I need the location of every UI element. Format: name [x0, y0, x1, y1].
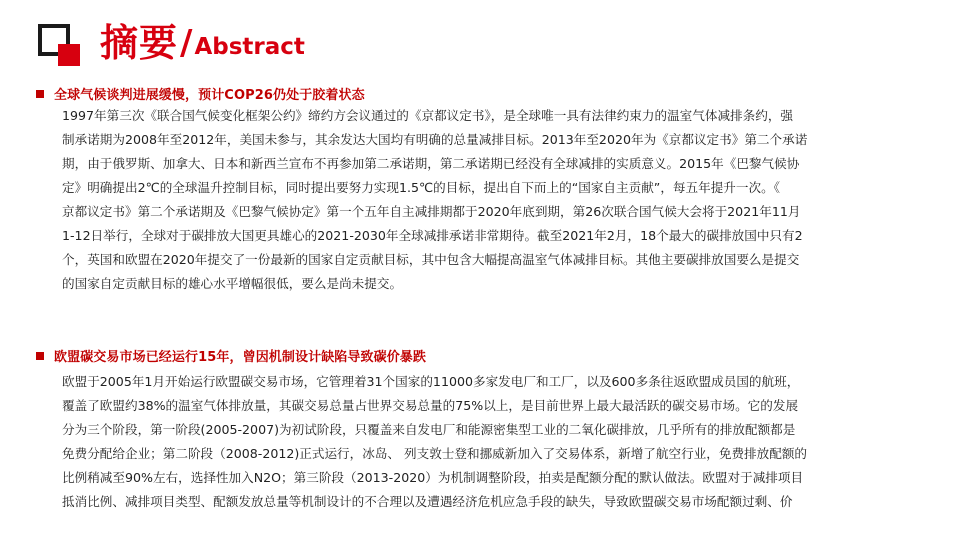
- page-title-en: Abstract: [194, 34, 305, 60]
- section-paragraph-1: [62, 104, 932, 296]
- paragraph-line: 1997年第三次《联合国气候变化框架公约》缔约方会议通过的《京都议定书》，是全球唯一具有法律约束力的温室气体减排条约，强: [62, 108, 794, 123]
- logo-square-icon: [38, 24, 84, 68]
- paragraph-line: 分为三个阶段，第一阶段(2005-2007)为初试阶段，只覆盖来自发电厂和能源密集型工业的二氧化碳排放，几乎所有的排放配额都是: [62, 422, 796, 437]
- section-paragraph-2: [62, 370, 932, 514]
- paragraph-line: 期，由于俄罗斯、加拿大、日本和新西兰宣布不再参加第二承诺期，第二承诺期已经没有全球减排的实质意义。2015年《巴黎气候协: [62, 156, 800, 171]
- bullet-square-icon: [36, 352, 44, 360]
- paragraph-line: 比例稍减至90%左右，选择性加入N2O；第三阶段（2013-2020）为机制调整阶段，拍卖是配额分配的默认做法。欧盟对于减排项目: [62, 470, 804, 485]
- paragraph-line: 定》明确提出2℃的全球温升控制目标，同时提出要努力实现1.5℃的目标，提出自下而上的“国家自主贡献”，每五年提升一次。《: [62, 180, 780, 195]
- page-title-slash: /: [180, 23, 193, 63]
- logo-red-square: [58, 44, 80, 66]
- paragraph-line: 个，英国和欧盟在2020年提交了一份最新的国家自定贡献目标，其中包含大幅提高温室气体减排目标。其他主要碳排放国要么是提交: [62, 252, 800, 267]
- paragraph-line: 的国家自定贡献目标的雄心水平增幅很低，要么是尚未提交。: [62, 276, 403, 291]
- bullet-square-icon: [36, 90, 44, 98]
- paragraph-line: 抵消比例、减排项目类型、配额发放总量等机制设计的不合理以及遭遇经济危机应急手段的缺失，导致欧盟碳交易市场配额过剩、价: [62, 494, 793, 509]
- paragraph-line: 欧盟于2005年1月开始运行欧盟碳交易市场，它管理着31个国家的11000多家发电厂和工厂，以及600多条往返欧盟成员国的航班，: [62, 374, 800, 389]
- paragraph-line: 免费分配给企业；第二阶段（2008-2012)正式运行，冰岛、 列支敦士登和挪威新加入了交易体系，新增了航空行业，免费排放配额的: [62, 446, 808, 461]
- paragraph-line: 1-12日举行，全球对于碳排放大国更具雄心的2021-2030年全球减排承诺非常期待。截至2021年2月，18个最大的碳排放国中只有2: [62, 228, 803, 243]
- page-title-cn: 摘要: [100, 21, 179, 65]
- section-heading-2: [36, 346, 426, 365]
- paragraph-line: 制承诺期为2008年至2012年，美国未参与，其余发达大国均有明确的总量减排目标。2013年至2020年为《京都议定书》第二个承诺: [62, 132, 808, 147]
- page-title: [100, 17, 305, 67]
- paragraph-line: 京都议定书》第二个承诺期及《巴黎气候协定》第一个五年自主减排期都于2020年底到期，第26次联合国气候大会将于2021年11月: [62, 204, 801, 219]
- section-heading-1: [36, 84, 365, 103]
- paragraph-line: 覆盖了欧盟约38%的温室气体排放量，其碳交易总量占世界交易总量的75%以上，是目前世界上最大最活跃的碳交易市场。它的发展: [62, 398, 799, 413]
- section-title: 全球气候谈判进展缓慢，预计COP26仍处于胶着状态: [54, 88, 365, 103]
- section-title: 欧盟碳交易市场已经运行15年，曾因机制设计缺陷导致碳价暴跌: [54, 350, 426, 365]
